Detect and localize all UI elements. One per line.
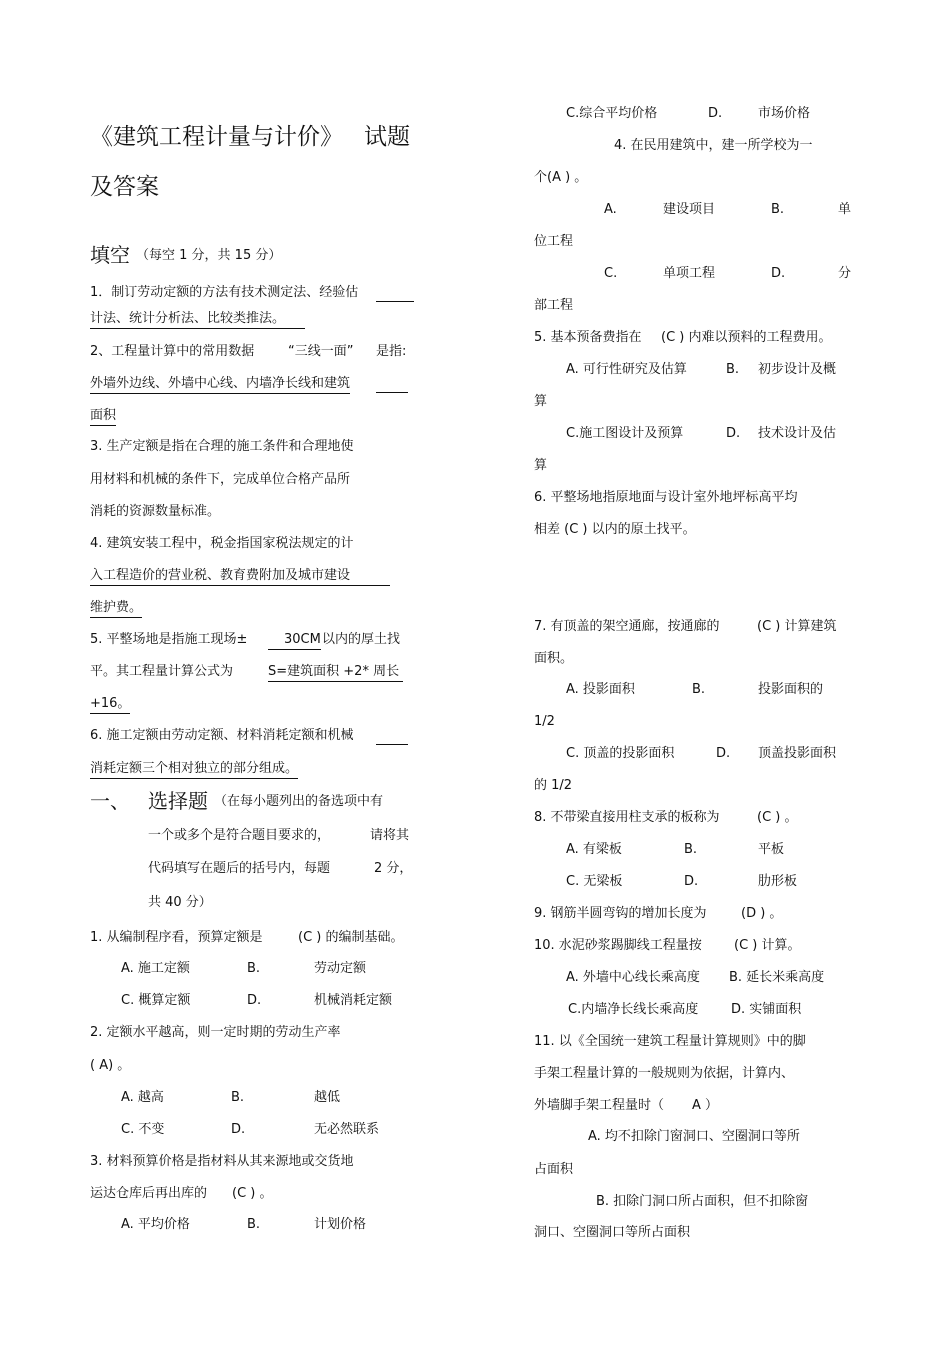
choice-q7-option-b-cont: 1/2 <box>534 714 555 729</box>
fill-q4-line2: 入工程造价的营业税、教育费附加及城市建设 <box>90 567 390 586</box>
choice-note-line2: 一个或多个是符合题目要求的， <box>148 828 331 843</box>
choice-q8-stem: 8. 不带梁直接用柱支承的板称为 <box>534 810 720 825</box>
choice-q11-option-b-line2: 洞口、空圈洞口等所占面积 <box>534 1225 691 1240</box>
choice-q10-option-d: D. 实铺面积 <box>731 1002 802 1017</box>
fill-section-heading: 填空 <box>90 243 130 267</box>
choice-q7-option-a: A. 投影面积 <box>566 682 635 697</box>
fill-q6-blank <box>376 727 408 745</box>
fill-q1-blank <box>376 284 414 302</box>
choice-q1-option-b: 劳动定额 <box>314 961 367 976</box>
choice-q11-option-a-line1: A. 均不扣除门窗洞口、空圈洞口等所 <box>588 1129 800 1144</box>
choice-q11-stem-line2: 手架工程量计算的一般规则为依据，计算内、 <box>534 1066 795 1081</box>
choice-q1-option-b-letter: B. <box>247 961 261 976</box>
choice-note-line4: 共 40 分） <box>148 895 212 910</box>
fill-q2-blank <box>376 375 408 393</box>
choice-q7-option-d-letter: D. <box>716 746 731 761</box>
choice-q4-option-d: 分 <box>838 266 852 281</box>
choice-q11-option-b-line1: B. 扣除门洞口所占面积，但不扣除窗 <box>596 1194 809 1209</box>
choice-q5-option-c: C.施工图设计及预算 <box>566 426 684 441</box>
fill-q5-answer: 30CM <box>268 631 321 650</box>
choice-q7-option-d: 顶盖投影面积 <box>758 746 837 761</box>
fill-q3-line2: 用材料和机械的条件下，完成单位合格产品所 <box>90 472 351 487</box>
choice-q5-option-a: A. 可行性研究及估算 <box>566 362 687 377</box>
choice-q7-stem-line2: 面积。 <box>534 651 574 666</box>
fill-q2-line3: 面积 <box>90 407 116 426</box>
choice-q1-option-d: 机械消耗定额 <box>314 993 393 1008</box>
fill-q3-line3: 消耗的资源数量标准。 <box>90 504 221 519</box>
choice-section-number: 一、 <box>90 789 130 813</box>
choice-q8-option-c: C. 无梁板 <box>566 874 623 889</box>
choice-q4-stem-line2: 个(A ) 。 <box>534 170 588 185</box>
choice-q7-option-b-letter: B. <box>692 682 706 697</box>
choice-q4-option-c: 单项工程 <box>663 266 716 281</box>
fill-q2-line2: 外墙外边线、外墙中心线、内墙净长线和建筑 <box>90 375 350 394</box>
fill-q5-line1-end: 以内的厚土找 <box>322 632 401 647</box>
choice-q10-answer: (C ) 计算。 <box>734 938 801 953</box>
choice-q8-option-b: 平板 <box>758 842 785 857</box>
choice-section-heading: 选择题 <box>148 789 208 813</box>
choice-q5-option-b: 初步设计及概 <box>758 362 837 377</box>
choice-q8-option-b-letter: B. <box>684 842 698 857</box>
choice-q5-option-d-letter: D. <box>726 426 741 441</box>
choice-q3-option-d-letter: D. <box>708 106 723 121</box>
choice-q4-option-b-letter: B. <box>771 202 785 217</box>
choice-q11-stem-line1: 11. 以《全国统一建筑工程量计算规则》中的脚 <box>534 1034 806 1049</box>
choice-q4-option-c-letter: C. <box>604 266 618 281</box>
choice-q9-answer: (D ) 。 <box>741 906 783 921</box>
choice-q3-option-b-letter: B. <box>247 1217 261 1232</box>
fill-q5-line2: 平。其工程量计算公式为 <box>90 664 234 679</box>
choice-note-line2-end: 请将其 <box>370 828 410 843</box>
choice-q8-answer: (C ) 。 <box>757 810 798 825</box>
choice-q4-option-a-letter: A. <box>604 202 617 217</box>
choice-q10-option-a: A. 外墙中心线长乘高度 <box>566 970 700 985</box>
choice-q3-stem-line2: 运达仓库后再出库的 <box>90 1186 208 1201</box>
choice-q3-option-d: 市场价格 <box>758 106 811 121</box>
choice-q5-option-d: 技术设计及估 <box>758 426 837 441</box>
choice-note-line3: 代码填写在题后的括号内，每题 <box>148 861 331 876</box>
choice-q4-option-b: 单 <box>838 202 852 217</box>
choice-q1-option-a: A. 施工定额 <box>121 961 190 976</box>
fill-q4-line1: 4. 建筑安装工程中，税金指国家税法规定的计 <box>90 536 354 551</box>
choice-q7-option-b: 投影面积的 <box>758 682 824 697</box>
fill-q5-formula: S=建筑面积 +2* 周长 <box>268 663 403 682</box>
fill-q5-line3: +16。 <box>90 695 130 714</box>
choice-q5-stem: 5. 基本预备费指在 <box>534 330 642 345</box>
choice-q4-option-d-letter: D. <box>771 266 786 281</box>
choice-q3-answer: (C ) 。 <box>232 1186 273 1201</box>
fill-q2-line1: 2、工程量计算中的常用数据 <box>90 344 255 359</box>
choice-note-line1: （在每小题列出的备选项中有 <box>214 794 384 809</box>
choice-q4-stem-line1: 4. 在民用建筑中，建一所学校为一 <box>614 138 813 153</box>
fill-q6-line2: 消耗定额三个相对独立的部分组成。 <box>90 760 298 779</box>
choice-q1-option-c: C. 概算定额 <box>121 993 191 1008</box>
choice-q10-stem: 10. 水泥砂浆踢脚线工程量按 <box>534 938 702 953</box>
choice-note-line3-end: 2 分， <box>374 861 413 876</box>
choice-q2-option-d: 无必然联系 <box>314 1122 380 1137</box>
choice-q3-stem-line1: 3. 材料预算价格是指材料从其来源地或交货地 <box>90 1154 354 1169</box>
choice-q8-option-d: 肋形板 <box>758 874 798 889</box>
choice-q5-option-b-cont: 算 <box>534 394 548 409</box>
choice-q6-stem-line1: 6. 平整场地指原地面与设计室外地坪标高平均 <box>534 490 798 505</box>
fill-q2-quote: “三线一面” <box>288 344 354 359</box>
choice-q2-option-c: C. 不变 <box>121 1122 165 1137</box>
doc-title-line2: 及答案 <box>90 174 159 200</box>
choice-q1-answer: (C ) 的编制基础。 <box>298 930 404 945</box>
choice-q1-option-d-letter: D. <box>247 993 262 1008</box>
choice-q1-stem: 1. 从编制程序看，预算定额是 <box>90 930 263 945</box>
fill-q5-line1: 5. 平整场地是指施工现场± <box>90 632 248 647</box>
choice-q10-option-b: B. 延长米乘高度 <box>729 970 825 985</box>
choice-q11-option-a-line2: 占面积 <box>534 1162 574 1177</box>
fill-section-note: （每空 1 分，共 15 分） <box>136 248 282 263</box>
choice-q8-option-a: A. 有梁板 <box>566 842 622 857</box>
choice-q7-stem-line1: 7. 有顶盖的架空通廊，按通廊的 <box>534 619 720 634</box>
fill-q2-is: 是指: <box>376 344 407 359</box>
fill-q1-line1: 1．制订劳动定额的方法有技术测定法、经验估 <box>90 285 359 300</box>
choice-q7-answer: (C ) 计算建筑 <box>757 619 837 634</box>
choice-q10-option-c: C.内墙净长线长乘高度 <box>568 1002 699 1017</box>
choice-q4-option-b-cont: 位工程 <box>534 234 574 249</box>
choice-q9-stem: 9. 钢筋半圆弯钩的增加长度为 <box>534 906 707 921</box>
choice-q6-stem-line2: 相差 (C ) 以内的原土找平。 <box>534 522 696 537</box>
choice-q3-option-a: A. 平均价格 <box>121 1217 190 1232</box>
choice-q7-option-d-cont: 的 1/2 <box>534 778 573 793</box>
choice-q2-option-a: A. 越高 <box>121 1090 164 1105</box>
choice-q2-option-b: 越低 <box>314 1090 341 1105</box>
doc-title-line1-suffix: 试题 <box>364 124 410 150</box>
choice-q4-option-a: 建设项目 <box>663 202 716 217</box>
fill-q3-line1: 3. 生产定额是指在合理的施工条件和合理地使 <box>90 439 354 454</box>
choice-q11-stem-line3: 外墙脚手架工程量时（ <box>534 1098 665 1113</box>
choice-q2-answer: ( A) 。 <box>90 1058 131 1073</box>
choice-q4-option-d-cont: 部工程 <box>534 298 574 313</box>
fill-q1-line2: 计法、统计分析法、比较类推法。 <box>90 310 305 329</box>
choice-q5-option-b-letter: B. <box>726 362 740 377</box>
choice-q3-option-c: C.综合平均价格 <box>566 106 658 121</box>
choice-q5-option-d-cont: 算 <box>534 458 548 473</box>
fill-q6-line1: 6. 施工定额由劳动定额、材料消耗定额和机械 <box>90 728 354 743</box>
choice-q2-stem: 2. 定额水平越高，则一定时期的劳动生产率 <box>90 1025 341 1040</box>
doc-title-line1: 《建筑工程计量与计价》 <box>90 124 343 150</box>
choice-q11-answer: A ） <box>692 1098 719 1113</box>
choice-q5-answer: (C ) 内难以预料的工程费用。 <box>661 330 832 345</box>
choice-q3-option-b: 计划价格 <box>314 1217 367 1232</box>
fill-q4-line3: 维护费。 <box>90 599 142 618</box>
choice-q7-option-c: C. 顶盖的投影面积 <box>566 746 675 761</box>
choice-q2-option-d-letter: D. <box>231 1122 246 1137</box>
choice-q8-option-d-letter: D. <box>684 874 699 889</box>
choice-q2-option-b-letter: B. <box>231 1090 245 1105</box>
